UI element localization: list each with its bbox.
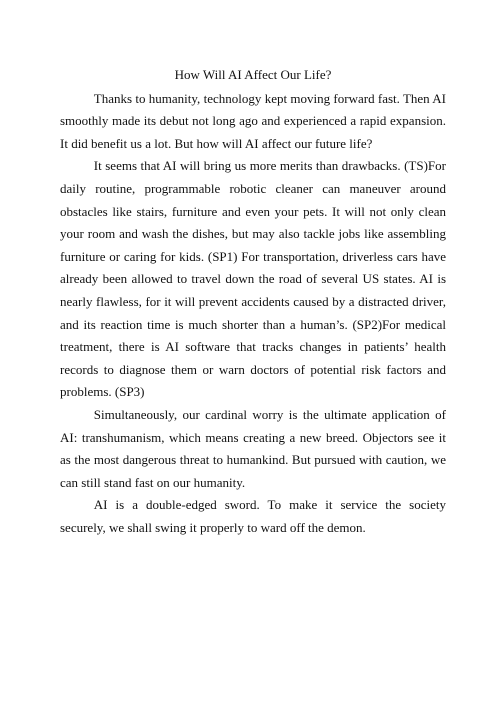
paragraph-worries: Simultaneously, our cardinal worry is the ultimate application of AI: transhumanism, which means creating a new breed. Objectors see it as the most dangerous threat to humankind. But pursued with caution, we can still stand fast on our humanity. <box>60 406 446 490</box>
paragraph-conclusion: AI is a double-edged sword. To make it service the society securely, we shall swing it properly to ward off the demon. <box>60 497 446 535</box>
document-page <box>60 64 446 539</box>
document-title: How Will AI Affect Our Life? <box>174 67 332 82</box>
paragraph-introduction: Thanks to humanity, technology kept moving forward fast. Then AI smoothly made its debut not long ago and experienced a rapid expansion. It did benefit us a lot. But how will AI affect our future life? <box>60 90 446 151</box>
paragraph-merits: It seems that AI will bring us more merits than drawbacks. (TS)For daily routine, programmable robotic cleaner can maneuver around obstacles like stairs, furniture and even your pets. It will not only clean your room and wash the dishes, but may also tackle jobs like assembling furniture or caring for kids. (SP1) For transportation, driverless cars have already been allowed to travel down the road of several US states. AI is nearly flawless, for it will prevent accidents caused by a distracted driver, and its reaction time is much shorter than a human’s. (SP2)For medical treatment, there is AI software that tracks changes in patients’ health records to diagnose them or warn doctors of potential risk factors and problems. (SP3) <box>60 158 446 400</box>
